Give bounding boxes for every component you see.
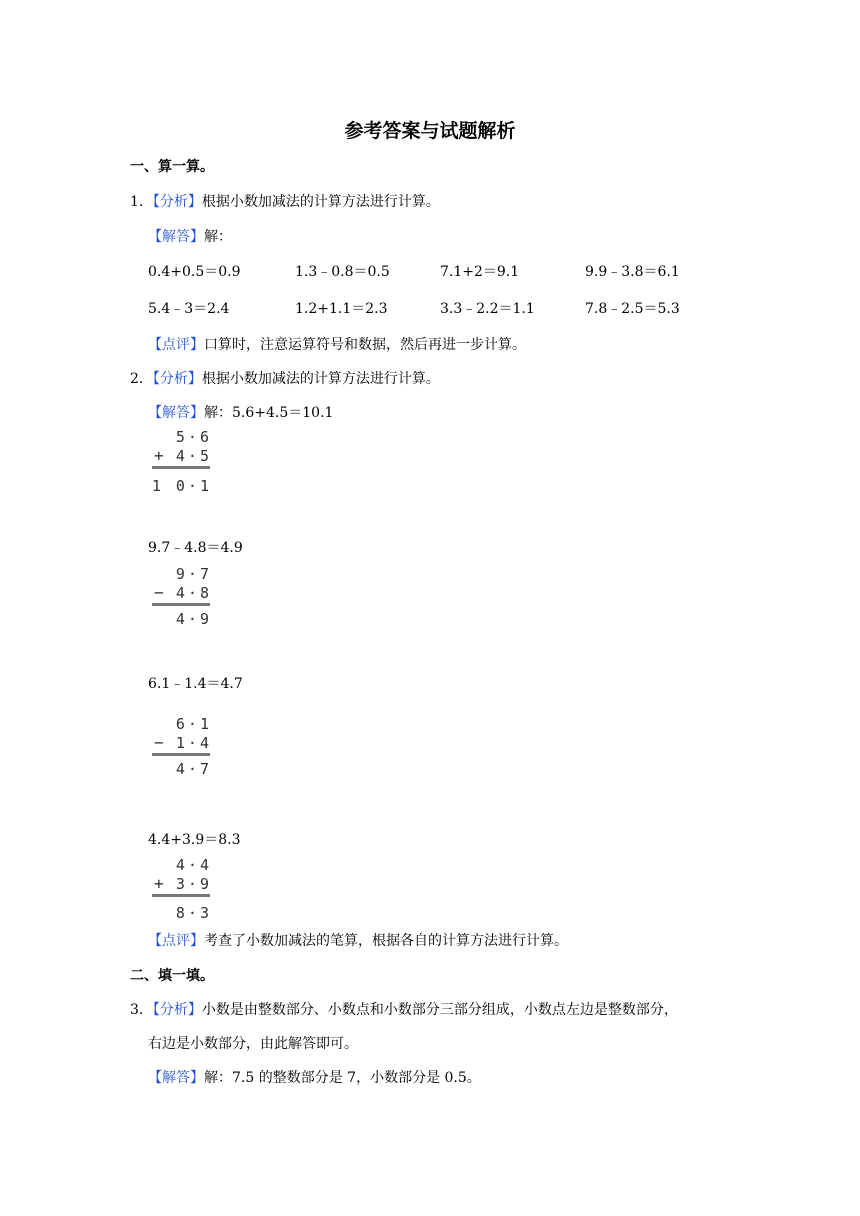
calc-result: 4·9 [175,610,212,628]
equation: 5.4﹣3＝2.4 [148,301,230,317]
comment-tag: 【点评】 [148,337,204,353]
question-2-analysis [130,369,440,389]
vertical-calculation [150,565,216,631]
calc-operator: − [154,583,164,602]
section-heading-1: 一、算一算。 [130,159,214,175]
equation: 1.3﹣0.8＝0.5 [295,264,390,280]
analysis-text: 根据小数加减法的计算方法进行计算。 [201,194,440,210]
calc-top: 4·4 [175,856,212,874]
equation: 7.8﹣2.5＝5.3 [585,301,680,317]
equation: 9.9﹣3.8＝6.1 [585,264,680,280]
question-1-analysis [130,192,440,212]
equation: 9.7﹣4.8＝4.9 [148,540,243,556]
equation: 1.2+1.1＝2.3 [295,301,388,317]
question-2-answer [148,403,333,423]
calc-result: 8·3 [175,904,212,922]
question-number: 1． [130,194,153,210]
answer-text: 解：5.6+4.5＝10.1 [204,405,334,421]
calc-line [152,603,210,606]
calc-bottom: 1·4 [175,734,212,752]
calc-result: 4·7 [175,760,212,778]
calc-line [152,753,210,756]
question-number: 3． [130,1002,153,1018]
calc-operator: + [154,446,164,465]
vertical-calculation [150,715,216,781]
question-3-analysis-cont: 右边是小数部分，由此解答即可。 [148,1036,358,1052]
equation: 7.1+2＝9.1 [440,264,520,280]
section-heading-2: 二、填一填。 [130,968,214,984]
question-2-comment [148,931,568,951]
answer-tag: 【解答】 [148,405,204,421]
equation: 6.1﹣1.4＝4.7 [148,676,243,692]
analysis-tag: 【分析】 [152,1002,202,1018]
equation: 0.4+0.5＝0.9 [148,264,241,280]
answer-tag: 【解答】 [148,1070,204,1086]
comment-text: 考查了小数加减法的笔算，根据各自的计算方法进行计算。 [204,933,568,949]
comment-tag: 【点评】 [148,933,204,949]
analysis-tag: 【分析】 [152,194,202,210]
comment-text: 口算时，注意运算符号和数据，然后再进一步计算。 [204,337,526,353]
calc-bottom: 4·5 [175,447,212,465]
analysis-text: 小数是由整数部分、小数点和小数部分三部分组成，小数点左边是整数部分， [201,1002,678,1018]
calc-top: 9·7 [175,565,212,583]
calc-operator: − [154,733,164,752]
equation: 4.4+3.9＝8.3 [148,832,241,848]
vertical-calculation [150,856,216,926]
page-title: 参考答案与试题解析 [344,120,516,142]
calc-top: 6·1 [175,715,212,733]
analysis-tag: 【分析】 [152,371,202,387]
calc-result: 1 0·1 [151,477,212,495]
analysis-text: 根据小数加减法的计算方法进行计算。 [201,371,440,387]
vertical-calculation [150,428,216,498]
question-3-analysis [130,1000,678,1020]
calc-top: 5·6 [175,428,212,446]
question-1-comment [148,335,526,355]
question-3-answer [148,1068,481,1088]
calc-bottom: 4·8 [175,584,212,602]
question-number: 2． [130,371,153,387]
answer-tag: 【解答】 [148,229,204,245]
question-1-answer [148,227,232,247]
calc-operator: + [154,874,164,893]
answer-text: 解： [204,229,232,245]
calc-line [152,894,210,897]
calc-line [152,466,210,469]
equation: 3.3﹣2.2＝1.1 [440,301,535,317]
answer-text: 解：7.5 的整数部分是 7，小数部分是 0.5。 [204,1070,481,1086]
calc-bottom: 3·9 [175,875,212,893]
